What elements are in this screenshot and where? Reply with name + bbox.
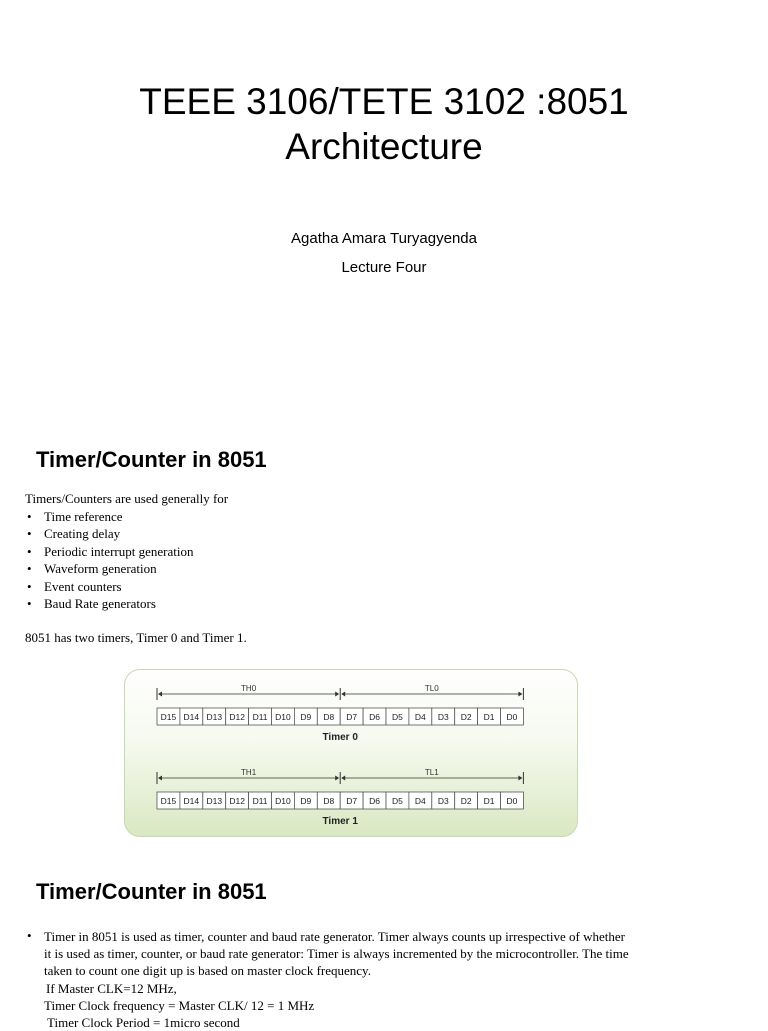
bit-label: D0 xyxy=(506,796,518,806)
bit-label: D1 xyxy=(483,796,495,806)
low-byte-label: TL1 xyxy=(424,768,439,777)
timer-caption: Timer 0 xyxy=(322,732,358,743)
bit-label: D3 xyxy=(437,796,449,806)
arrowhead-icon xyxy=(335,692,339,697)
description-line: Timer Clock Period = 1micro second xyxy=(47,1015,240,1031)
high-byte-label: TH1 xyxy=(241,768,257,777)
bit-label: D4 xyxy=(414,712,426,722)
bit-label: D2 xyxy=(460,712,472,722)
bit-label: D6 xyxy=(369,712,380,722)
bullet-icon: • xyxy=(27,509,32,524)
bit-label: D5 xyxy=(392,796,403,806)
slide-heading-timer-counter-2: Timer/Counter in 8051 xyxy=(36,879,267,904)
bit-label: D3 xyxy=(437,712,449,722)
bit-label: D12 xyxy=(229,796,245,806)
bit-label: D4 xyxy=(414,796,426,806)
list-item: • Creating delay xyxy=(27,526,121,542)
bit-label: D14 xyxy=(183,796,200,806)
timer-description xyxy=(25,928,765,1031)
bit-label: D11 xyxy=(252,796,268,806)
timer-register-diagram xyxy=(124,669,578,837)
bullet-icon: • xyxy=(27,543,32,559)
bullet-icon: • xyxy=(27,578,32,594)
bit-label: D12 xyxy=(229,712,245,722)
slide-title-line-1: TEEE 3106/TETE 3102 :8051 xyxy=(139,81,629,122)
list-item: • Event counters xyxy=(27,578,122,594)
low-byte-label: TL0 xyxy=(424,684,439,693)
bullet-icon: • xyxy=(27,561,32,577)
bit-label: D10 xyxy=(275,712,291,722)
bit-label: D13 xyxy=(206,796,223,806)
timers-statement: 8051 has two timers, Timer 0 and Timer 1. xyxy=(25,630,247,645)
bit-label: D2 xyxy=(460,796,472,806)
description-line: If Master CLK=12 MHz, xyxy=(46,980,177,996)
timer-register-svg xyxy=(125,670,579,838)
description-line: Timer in 8051 is used as timer, counter and baud rate generator. Timer always counts up irrespective of whether xyxy=(44,929,625,944)
list-item: • Periodic interrupt generation xyxy=(27,543,194,559)
slide-heading-timer-counter: Timer/Counter in 8051 xyxy=(36,447,267,472)
description-line: Timer Clock frequency = Master CLK/ 12 = 1 MHz xyxy=(44,997,315,1013)
list-item: • Waveform generation xyxy=(27,561,157,577)
bullet-icon: • xyxy=(27,596,32,612)
bit-label: D8 xyxy=(323,712,335,722)
arrowhead-icon xyxy=(335,776,339,781)
bit-label: D5 xyxy=(392,712,403,722)
arrowhead-icon xyxy=(341,776,345,781)
uses-list xyxy=(25,508,193,612)
uses-intro: Timers/Counters are used generally for xyxy=(25,491,229,506)
list-item: • Time reference xyxy=(27,509,123,524)
lecture-number: Lecture Four xyxy=(341,259,427,276)
timer-caption: Timer 1 xyxy=(322,816,358,827)
list-item: • Baud Rate generators xyxy=(27,596,156,612)
bit-label: D9 xyxy=(300,712,312,722)
description-line: taken to count one digit up is based on master clock frequency. xyxy=(44,963,371,979)
high-byte-label: TH0 xyxy=(241,684,257,693)
bit-label: D8 xyxy=(323,796,335,806)
bit-label: D10 xyxy=(275,796,291,806)
bit-label: D11 xyxy=(252,712,268,722)
bit-label: D6 xyxy=(369,796,380,806)
arrowhead-icon xyxy=(158,692,162,697)
bit-label: D13 xyxy=(206,712,223,722)
bit-label: D1 xyxy=(483,712,495,722)
bit-label: D14 xyxy=(183,712,200,722)
bit-label: D0 xyxy=(506,712,518,722)
bit-label: D7 xyxy=(346,712,358,722)
bit-label: D7 xyxy=(346,796,358,806)
author-name: Agatha Amara Turyagyenda xyxy=(291,230,477,247)
slide-title-line-2: Architecture xyxy=(285,126,483,167)
arrowhead-icon xyxy=(518,776,522,781)
bit-label: D15 xyxy=(160,796,177,806)
arrowhead-icon xyxy=(158,776,162,781)
description-line: it is used as timer, counter, or baud rate generator: Timer is always incremented by the microcontroller. The time xyxy=(44,946,629,962)
bullet-icon: • xyxy=(27,928,32,943)
bit-label: D15 xyxy=(160,712,177,722)
bullet-icon: • xyxy=(27,526,32,542)
arrowhead-icon xyxy=(518,692,522,697)
bit-label: D9 xyxy=(300,796,312,806)
title-slide xyxy=(0,0,768,420)
arrowhead-icon xyxy=(341,692,345,697)
